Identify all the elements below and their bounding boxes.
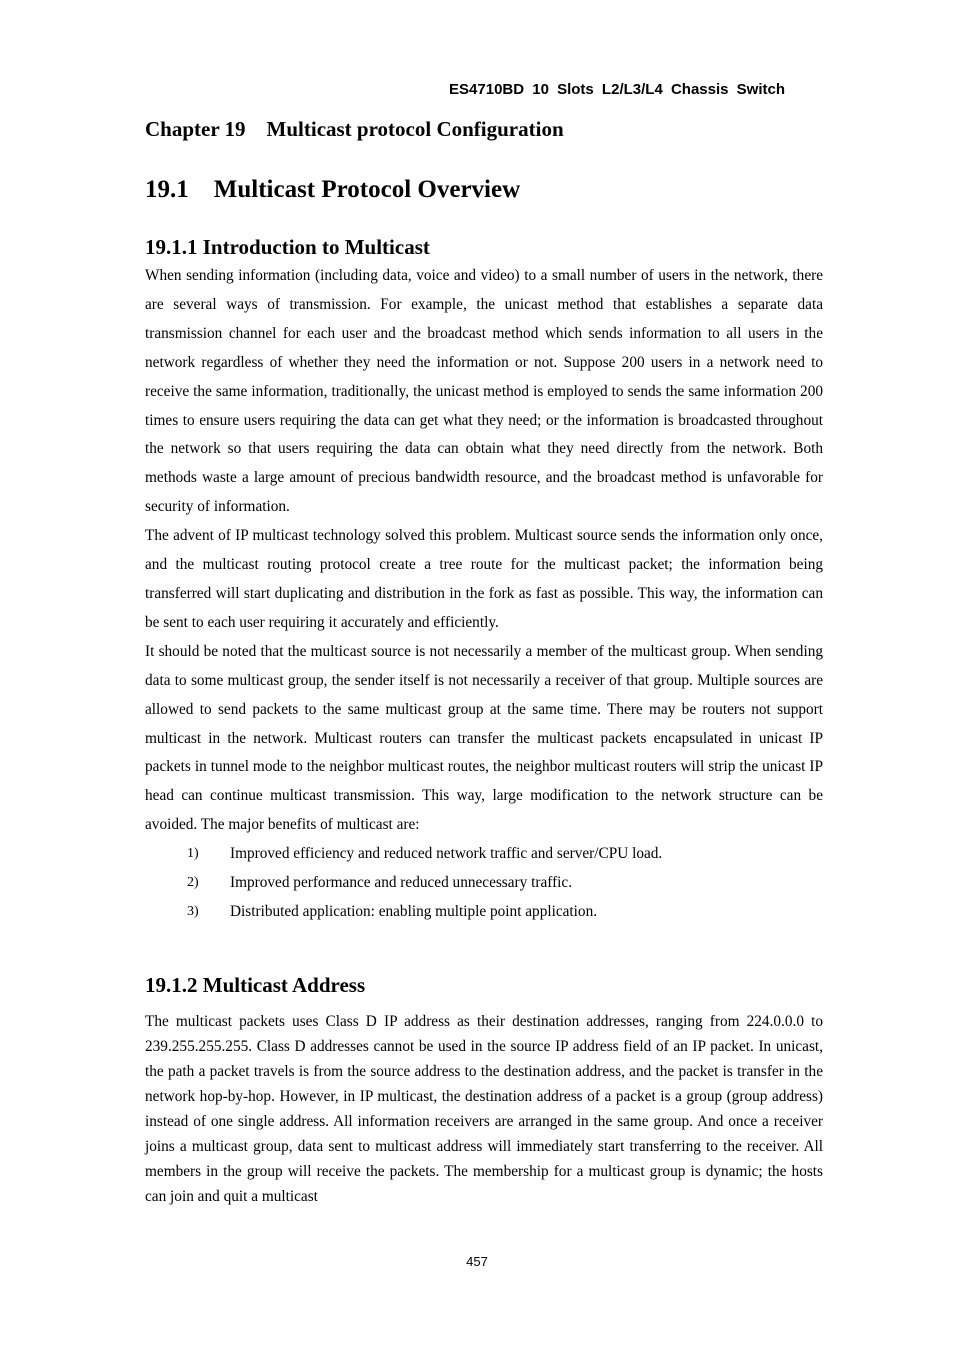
list-item-number: 3) xyxy=(187,903,199,919)
subsection-title-introduction: 19.1.1 Introduction to Multicast xyxy=(145,235,430,259)
list-item-number: 2) xyxy=(187,875,199,891)
intro-paragraph-2: The advent of IP multicast technology solved this problem. Multicast source sends the information only once, and the multicast routing protocol create a tree route for the multicast packet; the information being transferred will start duplicating and distribution in the fork as fast as possible. This way, the information can be sent to each user requiring it accurately and efficiently. xyxy=(145,527,823,631)
list-item-text: Improved performance and reduced unnecessary traffic. xyxy=(230,874,573,892)
running-header: ES4710BD 10 Slots L2/L3/L4 Chassis Switch xyxy=(449,81,785,98)
benefits-list xyxy=(145,840,823,927)
list-item xyxy=(145,869,823,898)
list-item-text: Improved efficiency and reduced network traffic and server/CPU load. xyxy=(230,845,663,863)
address-paragraph: The multicast packets uses Class D IP address as their destination addresses, ranging from 224.0.0.0 to 239.255.255.255. Class D addresses cannot be used in the source IP address field of an IP packet. In unicast, the path a packet travels is from the source address to the destination address, and the packet is transfer in the network hop-by-hop. However, in IP multicast, the destination address of a packet is a group (group address) instead of one single address. All information receivers are arranged in the same group. And once a receiver joins a multicast group, data sent to multicast address will immediately start transferring to the receiver. All members in the group will receive the packets. The membership for a multicast group is dynamic; the hosts can join and quit a multicast xyxy=(145,1012,823,1205)
page-number: 457 xyxy=(466,1254,488,1269)
list-item-text: Distributed application: enabling multiple point application. xyxy=(230,902,598,920)
list-item-number: 1) xyxy=(187,846,199,862)
subsection-title-multicast-address: 19.1.2 Multicast Address xyxy=(145,972,366,997)
list-item xyxy=(145,898,823,927)
section-title: 19.1 Multicast Protocol Overview xyxy=(145,176,521,203)
chapter-title: Chapter 19 Multicast protocol Configuration xyxy=(145,117,564,141)
intro-paragraph-1: When sending information (including data, voice and video) to a small number of users in the network, there are several ways of transmission. For example, the unicast method that establishes a separate data transmission channel for each user and the broadcast method which sends information to all users in the network regardless of whether they need the information or not. Suppose 200 users in a network need to receive the same information, traditionally, the unicast method is employed to sends the same information 200 times to ensure users requiring the data can get what they need; or the information is broadcasted throughout the network so that users requiring the data can obtain what they need directly from the network. Both methods waste a large amount of precious bandwidth resource, and the broadcast method is unfavorable for security of information. xyxy=(145,267,823,516)
intro-paragraph-3: It should be noted that the multicast source is not necessarily a member of the multicast group. When sending data to some multicast group, the sender itself is not necessarily a receiver of that group. Multiple sources are allowed to send packets to the same multicast group at the same time. There may be routers not support multicast in the network. Multicast routers can transfer the multicast packets encapsulated in unicast IP packets in tunnel mode to the neighbor multicast routes, the neighbor multicast routers will strip the unicast IP head can continue multicast transmission. This way, large modification to the network structure can be avoided. The major benefits of multicast are: xyxy=(145,642,823,834)
page-content xyxy=(145,114,823,1209)
list-item xyxy=(145,840,823,869)
